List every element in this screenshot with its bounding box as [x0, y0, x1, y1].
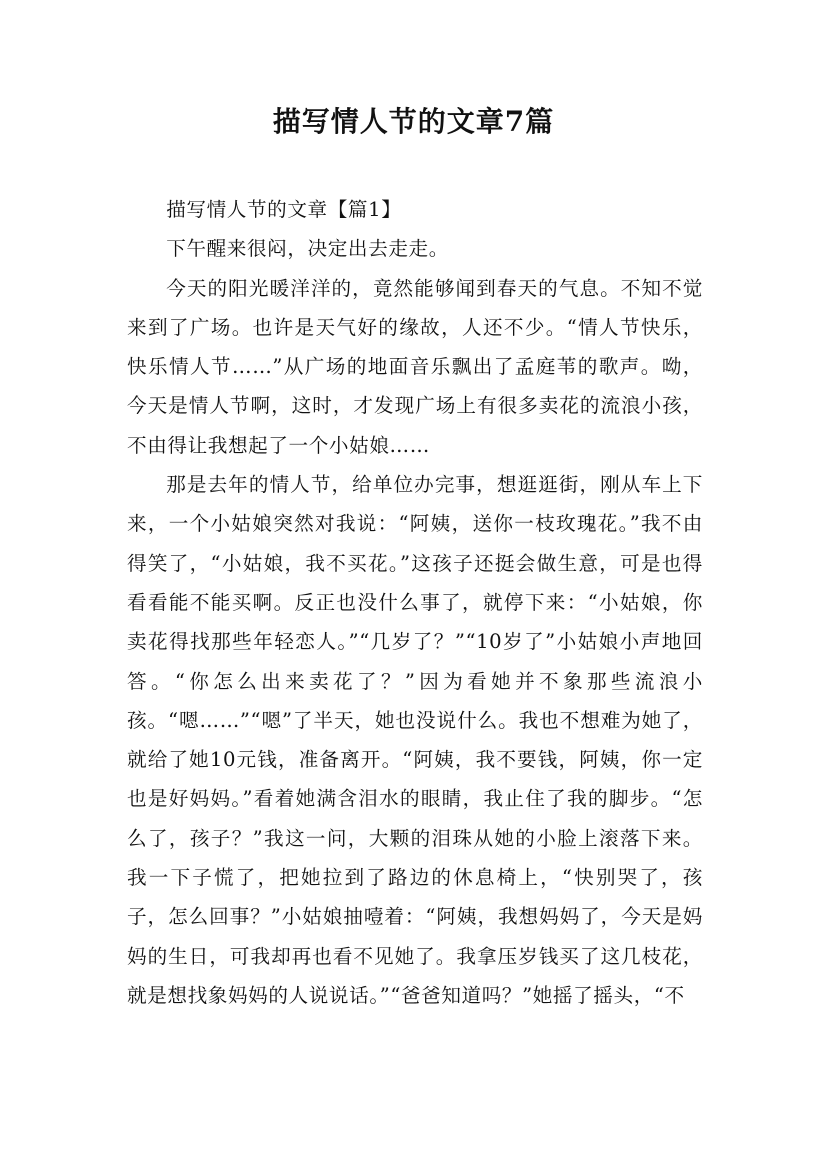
paragraph: 下午醒来很闷，决定出去走走。 — [166, 237, 449, 261]
document-title: 描写情人节的文章7篇 — [272, 105, 555, 138]
document-body — [127, 190, 703, 1015]
section-heading: 描写情人节的文章【篇1】 — [166, 198, 402, 221]
paragraph: 今天的阳光暖洋洋的，竟然能够闻到春天的气息。不知不觉来到了广场。也许是天气好的缘故，人还不少。“情人节快乐，快乐情人节……”从广场的地面音乐飘出了孟庭苇的歌声。呦，今天是情人节啊，这时，才发现广场上有很多卖花的流浪小孩，不由得让我想起了一个小姑娘…… — [127, 276, 703, 457]
paragraph: 那是去年的情人节，给单位办完事，想逛逛街，刚从车上下来，一个小姑娘突然对我说：“阿姨，送你一枝玫瑰花。”我不由得笑了，“小姑娘，我不买花。”这孩子还挺会做生意，可是也得看看能不能买啊。反正也没什么事了，就停下来：“小姑娘，你卖花得找那些年轻恋人。”“几岁了？”“10岁了”小姑娘小声地回答。“你怎么出来卖花了？”因为看她并不象那些流浪小孩。“嗯……”“嗯”了半天，她也没说什么。我也不想难为她了，就给了她10元钱，准备离开。“阿姨，我不要钱，阿姨，你一定也是好妈妈。”看着她满含泪水的眼睛，我止住了我的脚步。“怎么了，孩子？”我这一问，大颗的泪珠从她的小脸上滚落下来。我一下子慌了，把她拉到了路边的休息椅上，“快别哭了，孩子，怎么回事？”小姑娘抽噎着：“阿姨，我想妈妈了，今天是妈妈的生日，可我却再也看不见她了。我拿压岁钱买了这几枝花，就是想找象妈妈的人说说话。”“爸爸知道吗？”她摇了摇头，“不 — [127, 473, 703, 1007]
